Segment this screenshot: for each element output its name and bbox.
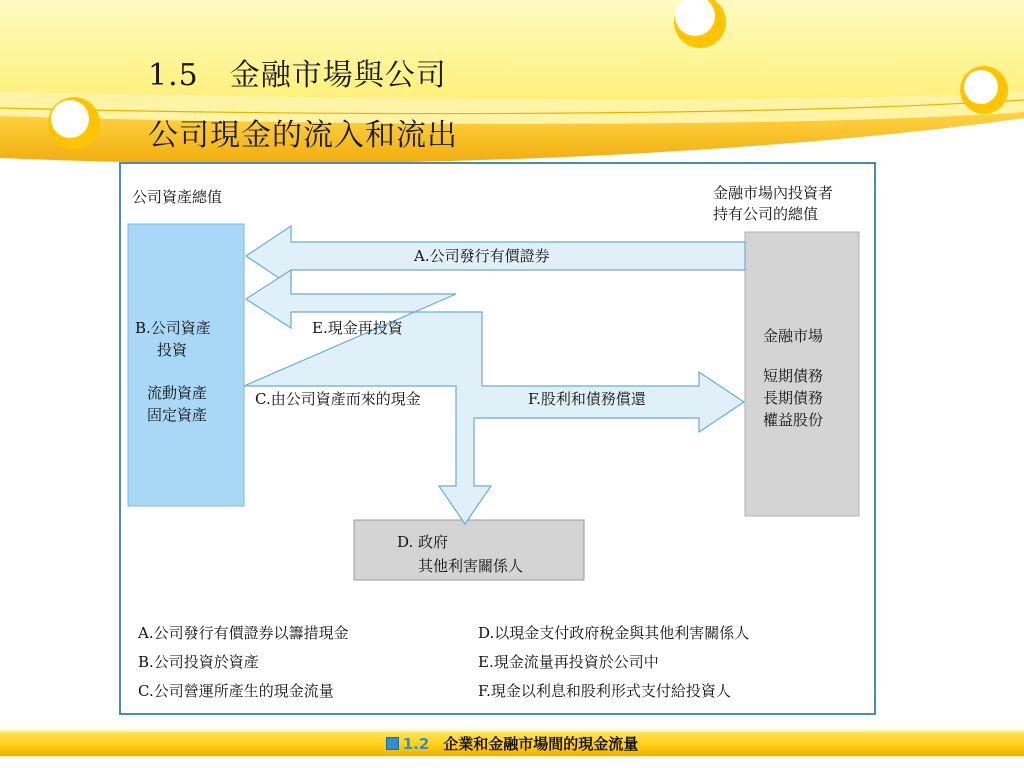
flow-label-a: A.公司發行有價證券 [414, 247, 550, 265]
legend-item-d: D.以現金支付政府稅金與其他利害關係人 [478, 624, 750, 642]
figure-caption [0, 733, 1024, 754]
slide-subtitle: 公司現金的流入和流出 [148, 118, 458, 153]
legend-col1 [138, 619, 349, 706]
figure-icon [386, 737, 399, 750]
figure-number: 1.2 [402, 735, 430, 753]
flow-label-f: F.股利和債務償還 [528, 390, 646, 408]
right-box-line1: 金融市場 [763, 327, 824, 345]
header-ball-left [48, 97, 100, 149]
left-box-line4: 固定資產 [147, 406, 208, 424]
section-title: 1.5 金融市場與公司 [148, 58, 447, 93]
left-box-line2: 投資 [157, 341, 188, 359]
legend-item-b: B.公司投資於資產 [138, 653, 259, 671]
bottom-box-line1: D. 政府 [397, 533, 449, 551]
legend-col2 [478, 619, 749, 706]
left-header: 公司資產總值 [132, 188, 223, 206]
flow-label-c: C.由公司資產而來的現金 [255, 390, 421, 408]
header-ball-right [960, 66, 1008, 114]
right-box-line4: 權益股份 [763, 411, 824, 429]
legend-item-e: E.現金流量再投資於公司中 [478, 653, 659, 671]
company-assets-box [128, 224, 244, 506]
right-header-line1: 金融市場內投資者 [713, 184, 834, 202]
right-box-line2: 短期債務 [763, 367, 824, 385]
flow-label-e: E.現金再投資 [312, 319, 403, 337]
left-box-line3: 流動資產 [147, 384, 208, 402]
legend-item-a: A.公司發行有價證券以籌措現金 [138, 624, 349, 642]
bottom-box-line2: 其他利害關係人 [418, 557, 524, 575]
right-header-line2: 持有公司的總值 [713, 205, 819, 223]
left-box-line1: B.公司資產 [135, 319, 211, 337]
figure-caption-text: 企業和金融市場間的現金流量 [443, 735, 639, 753]
legend-item-f: F.現金以利息和股利形式支付給投資人 [478, 682, 731, 700]
right-box-line3: 長期債務 [763, 389, 824, 407]
legend-item-c: C.公司營運所產生的現金流量 [138, 682, 334, 700]
